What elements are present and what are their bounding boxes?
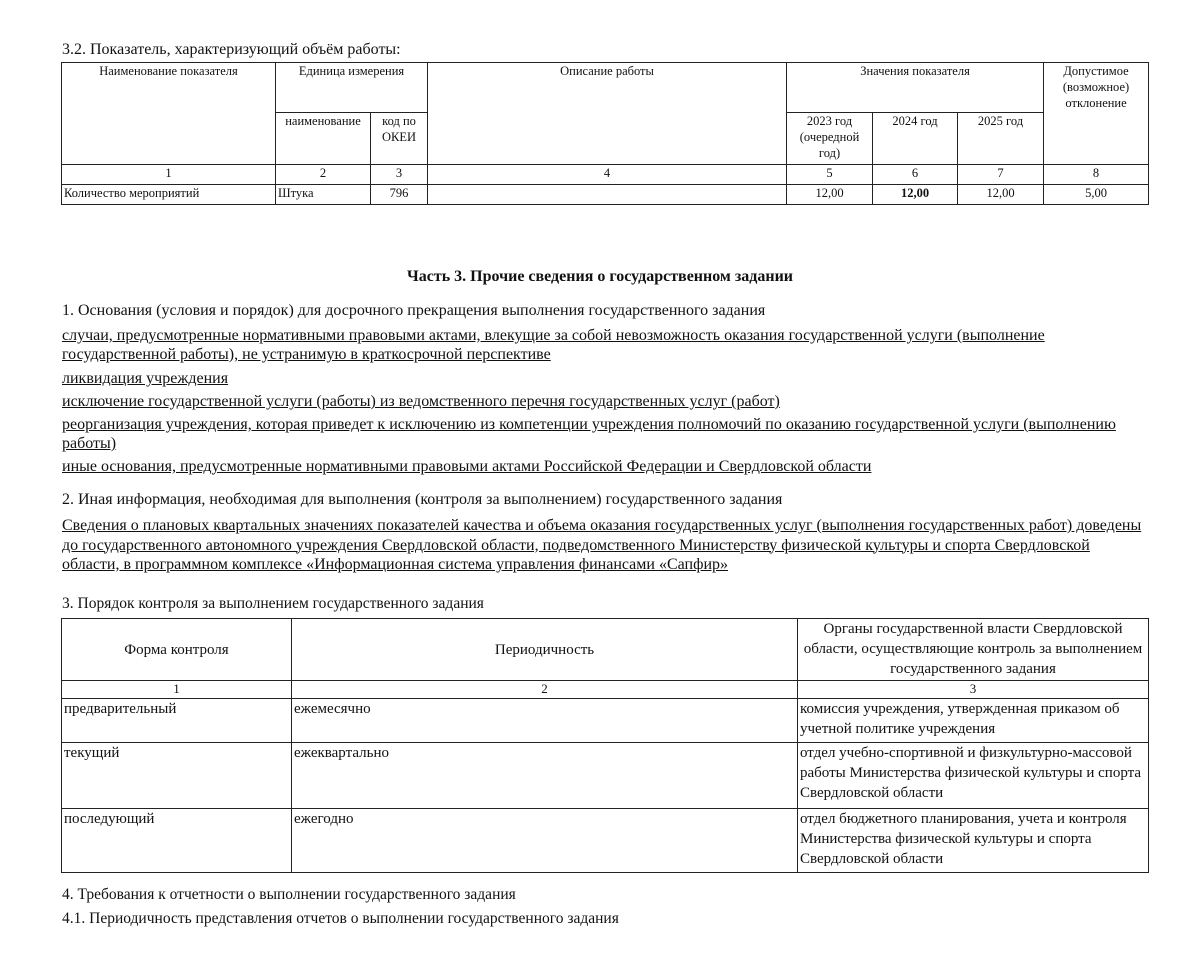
header-deviation: Допустимое (возможное) отклонение [1044,63,1149,165]
header-periodicity: Периодичность [292,619,798,681]
table-row [62,185,1149,205]
control-order-table [61,618,1149,873]
early-termination-reason: реорганизация учреждения, которая приведет к исключению из компетенции учреждения полномочий по оказанию государственной услуги (выполнению работы) [62,416,1116,452]
section-3-2-title: 3.2. Показатель, характеризующий объём работы: [62,41,401,58]
part-3-title: Часть 3. Прочие сведения о государственном задании [406,268,793,285]
column-number: 6 [873,165,958,185]
header-work-description: Описание работы [428,63,787,165]
row-unit-code: 796 [371,185,428,205]
item-3-title: 3. Порядок контроля за выполнением государственного задания [62,595,484,612]
header-control-form: Форма контроля [62,619,292,681]
column-number: 3 [798,681,1149,699]
table-row [62,699,1149,743]
header-indicator-name: Наименование показателя [62,63,276,165]
other-information-text: Сведения о плановых квартальных значениях показателей качества и объема оказания государственных услуг (выполнения государственных работ) доведены до государственного автономного учреждения Свердловской области, подведомственного Министерству физической культуры и спорта Свердловской области, в программном комплексе «Информационная система управления финансами «Сапфир» [62,517,1142,573]
column-number: 5 [787,165,873,185]
early-termination-reason: случаи, предусмотренные нормативными правовыми актами, влекущие за собой невозможность оказания государственной услуги (выполнение государственной работы), не устранимую в краткосрочной перспективе [62,327,1045,363]
header-year-2023: 2023 год (очередной год) [787,113,873,165]
item-4-title: 4. Требования к отчетности о выполнении государственного задания [62,886,516,903]
column-number: 2 [276,165,371,185]
header-unit: Единица измерения [276,63,428,113]
row-value-2023: 12,00 [787,185,873,205]
column-number: 1 [62,681,292,699]
header-unit-name: наименование [276,113,371,165]
control-form: предварительный [62,699,292,743]
control-authority: отдел бюджетного планирования, учета и контроля Министерства физической культуры и спорта Свердловской области [798,809,1149,873]
column-number: 2 [292,681,798,699]
row-unit-name: Штука [276,185,371,205]
item-2-title: 2. Иная информация, необходимая для выполнения (контроля за выполнением) государственного задания [62,491,783,508]
control-authority: комиссия учреждения, утвержденная приказом об учетной политике учреждения [798,699,1149,743]
header-indicator-values: Значения показателя [787,63,1044,113]
volume-indicator-table [61,62,1149,205]
column-number: 8 [1044,165,1149,185]
item-1-title: 1. Основания (условия и порядок) для досрочного прекращения выполнения государственного задания [62,302,766,319]
row-indicator-name: Количество мероприятий [62,185,276,205]
row-value-2025: 12,00 [958,185,1044,205]
row-value-2024: 12,00 [873,185,958,205]
header-year-2025: 2025 год [958,113,1044,165]
column-number: 1 [62,165,276,185]
early-termination-reason: ликвидация учреждения [62,370,229,387]
header-unit-code: код по ОКЕИ [371,113,428,165]
header-control-authority: Органы государственной власти Свердловской области, осуществляющие контроль за выполнением государственного задания [798,619,1149,681]
control-periodicity: ежеквартально [292,743,798,809]
column-number: 7 [958,165,1044,185]
control-form: текущий [62,743,292,809]
row-work-description [428,185,787,205]
header-year-2024: 2024 год [873,113,958,165]
column-number: 4 [428,165,787,185]
control-form: последующий [62,809,292,873]
control-authority: отдел учебно-спортивной и физкультурно-массовой работы Министерства физической культуры и спорта Свердловской области [798,743,1149,809]
item-4-1-title: 4.1. Периодичность представления отчетов о выполнении государственного задания [62,910,619,927]
row-deviation: 5,00 [1044,185,1149,205]
control-periodicity: ежегодно [292,809,798,873]
column-number: 3 [371,165,428,185]
table-row [62,743,1149,809]
control-periodicity: ежемесячно [292,699,798,743]
table-row [62,809,1149,873]
early-termination-reason: исключение государственной услуги (работы) из ведомственного перечня государственных услуг (работ) [62,393,780,410]
early-termination-reason: иные основания, предусмотренные нормативными правовыми актами Российской Федерации и Свердловской области [62,458,872,475]
